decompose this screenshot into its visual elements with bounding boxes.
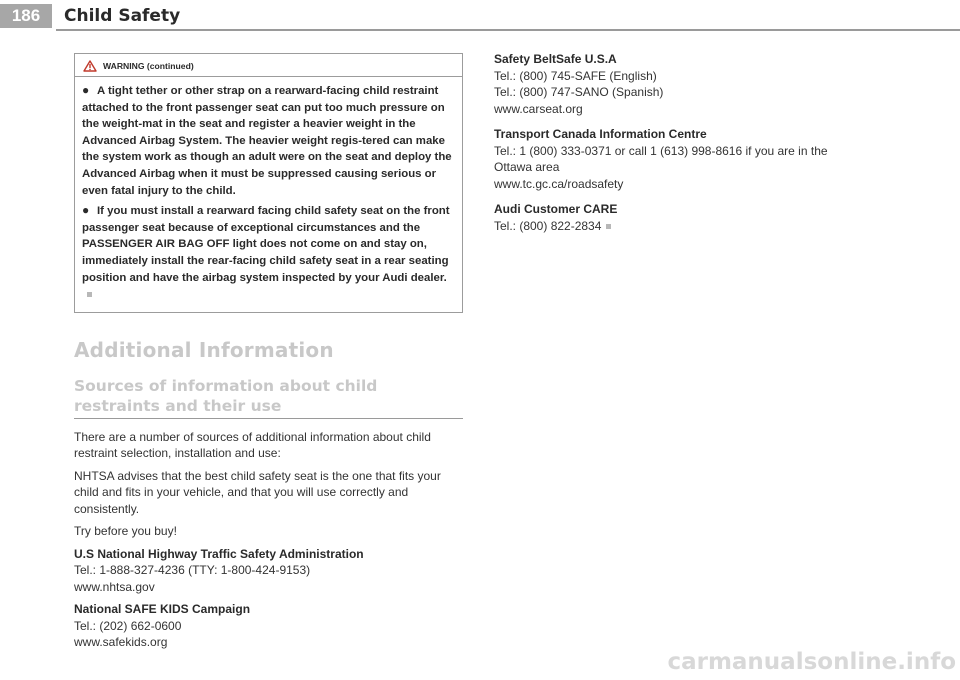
warning-triangle-icon [83, 60, 97, 72]
warning-bullet-text: A tight tether or other strap on a rearward-facing child restraint attached to the front passenger seat can put too much pressure on the weight-mat in the seat and register a heavier weight in the Advanced Airbag System. The heavier weight regis-tered can make the system work as though an adult were on the seat and deploy the Advanced Airbag when it must be suppressed causing serious or even fatal injury to the child. [82, 85, 452, 197]
chapter-title: Child Safety [64, 6, 181, 26]
contact-website: www.carseat.org [494, 101, 583, 116]
bullet-icon: ● [82, 203, 90, 218]
header-divider [56, 29, 960, 31]
contact-phone [494, 218, 894, 235]
contact-phone: Tel.: 1 (800) 333-0371 or call 1 (613) 998-8616 if you are in the [494, 143, 828, 158]
page-number: 186 [0, 4, 52, 28]
contact-name: National SAFE KIDS Campaign [74, 602, 251, 617]
end-of-section-square-icon [606, 224, 611, 229]
contact-phone-text: Tel.: (800) 822-2834 [494, 218, 602, 233]
right-column [494, 51, 894, 234]
bullet-icon: ● [82, 83, 90, 97]
section-title: Additional Information [74, 337, 334, 362]
warning-bullet [82, 82, 455, 199]
warning-header [75, 54, 462, 77]
contact-name: U.S National Highway Traffic Safety Administration [74, 546, 364, 561]
warning-bullet-text: If you must install a rearward facing child safety seat on the front passenger seat because of exceptional circumstances and the PASSENGER AIR BAG OFF light does not come on and stay on, immediately install the rear-facing child safety seat in a rear seating position and have the airbag system inspected by your Audi dealer. [82, 205, 450, 284]
warning-bullet [82, 202, 455, 303]
body-paragraph: There are a number of sources of additional information about child restraint selection, installation and use: [74, 429, 431, 461]
contact-phone: Tel.: (800) 745-SAFE (English) [494, 68, 657, 83]
end-of-section-square-icon [87, 292, 92, 297]
contact-name: Audi Customer CARE [494, 202, 618, 216]
subsection-title: Sources of information about child restraints and their use [74, 376, 463, 419]
contact-website: www.safekids.org [74, 635, 168, 650]
contact-phone: Ottawa area [494, 160, 560, 174]
contact-phone: Tel.: (800) 747-SANO (Spanish) [494, 85, 664, 99]
warning-body [75, 77, 462, 312]
body-paragraph: Try before you buy! [74, 524, 177, 539]
contact-website: www.nhtsa.gov [74, 579, 155, 594]
contact-phone: Tel.: 1-888-327-4236 (TTY: 1-800-424-9153) [74, 563, 311, 578]
contact-name: Transport Canada Information Centre [494, 127, 707, 141]
contact-phone: Tel.: (202) 662-0600 [74, 618, 182, 633]
warning-box [74, 53, 463, 313]
body-paragraph: NHTSA advises that the best child safety seat is the one that fits your child and fits in your vehicle, and that you will use correctly and consistently. [74, 468, 441, 516]
warning-heading: WARNING (continued) [103, 60, 194, 71]
left-column [74, 53, 463, 651]
contact-name: Safety BeltSafe U.S.A [494, 52, 617, 66]
watermark: carmanualsonline.info [667, 649, 956, 675]
contact-website: www.tc.gc.ca/roadsafety [494, 176, 624, 191]
